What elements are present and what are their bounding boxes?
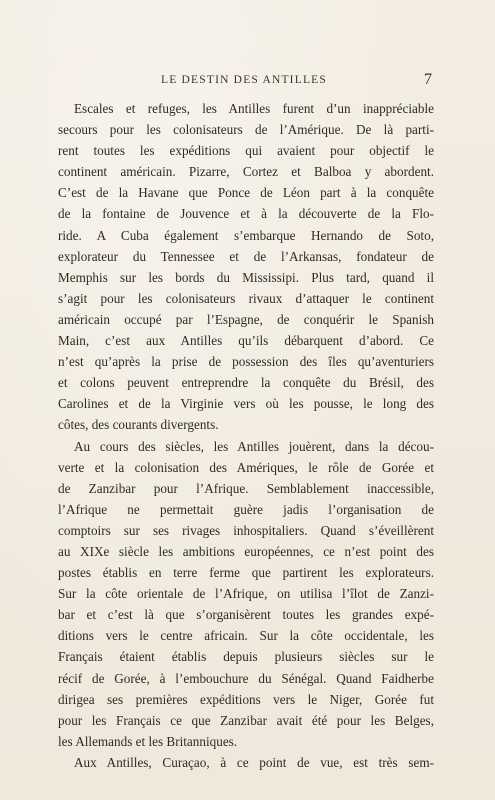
text-line: explorateur du Tennessee et de l’Arkansas, fondateur de — [58, 248, 434, 264]
text-line: ditions vers le centre africain. Sur la côte occidentale, les — [58, 628, 434, 644]
text-line: Sur la côte orientale de l’Afrique, on utilisa l’îlot de Zanzi- — [58, 586, 434, 602]
text-line: Memphis sur les bords du Mississipi. Plus tard, quand il — [58, 269, 434, 285]
text-line: Aux Antilles, Curaçao, à ce point de vue, est très sem- — [74, 754, 434, 770]
text-line: rent toutes les expéditions qui avaient pour objectif le — [58, 143, 434, 159]
text-line: récif de Gorée, à l’embouchure du Sénégal. Quand Faidherbe — [58, 670, 434, 686]
text-line: dirigea ses premières expéditions vers le Niger, Gorée fut — [58, 691, 434, 707]
text-line: continent américain. Pizarre, Cortez et Balboa y abordent. — [58, 164, 434, 180]
text-line: de la fontaine de Jouvence et à la découverte de la Flo- — [58, 206, 434, 222]
text-line: n’est qu’après la prise de possession des îles qu’aventuriers — [58, 354, 434, 370]
text-line: bar et c’est là que s’organisèrent toutes les grandes expé- — [58, 607, 434, 623]
text-line: pour les Français ce que Zanzibar avait été pour les Belges, — [58, 712, 434, 728]
text-line: Escales et refuges, les Antilles furent d’un inappréciable — [74, 101, 434, 116]
text-line: verte et la colonisation des Amériques, le rôle de Gorée et — [58, 459, 434, 475]
text-line: Carolines et de la Virginie vers où les pousse, le long des — [58, 396, 434, 412]
text-line: comptoirs sur ses rivages inhospitaliers. Quand s’éveillèrent — [58, 522, 434, 538]
text-line: américain occupé par l’Espagne, de conquérir le Spanish — [58, 311, 434, 327]
text-line: au XIXe siècle les ambitions européennes, ce n’est point des — [58, 543, 434, 559]
text-line: secours pour les colonisateurs de l’Amérique. De là parti- — [58, 122, 434, 138]
text-line: ride. A Cuba également s’embarque Hernando de Soto, — [58, 227, 434, 243]
running-head — [56, 71, 432, 92]
text-line: s’agit pour les colonisateurs rivaux d’attaquer le continent — [58, 290, 434, 306]
text-line: l’Afrique ne permettait guère jadis l’organisation de — [58, 501, 434, 517]
text-line: C’est de la Havane que Ponce de Léon part à la conquête — [58, 185, 434, 201]
text-line: Main, c’est aux Antilles qu’ils débarquent d’abord. Ce — [58, 333, 434, 349]
text-line: postes établis en terre ferme que partirent les explorateurs. — [58, 565, 434, 581]
text-line: Français étaient établis depuis plusieurs siècles sur le — [58, 649, 434, 665]
text-line: Au cours des siècles, les Antilles jouèrent, dans la décou- — [74, 438, 434, 454]
text-line: et colons peuvent entreprendre la conquête du Brésil, des — [58, 375, 434, 391]
text-line: côtes, des courants divergents. — [58, 417, 219, 433]
page-number: 7 — [424, 71, 432, 88]
text-line: de Zanzibar pour l’Afrique. Semblablement inaccessible, — [58, 480, 434, 496]
text-line: les Allemands et les Britanniques. — [58, 733, 238, 749]
body-text — [58, 98, 434, 773]
running-title: LE DESTIN DES ANTILLES — [161, 74, 327, 86]
